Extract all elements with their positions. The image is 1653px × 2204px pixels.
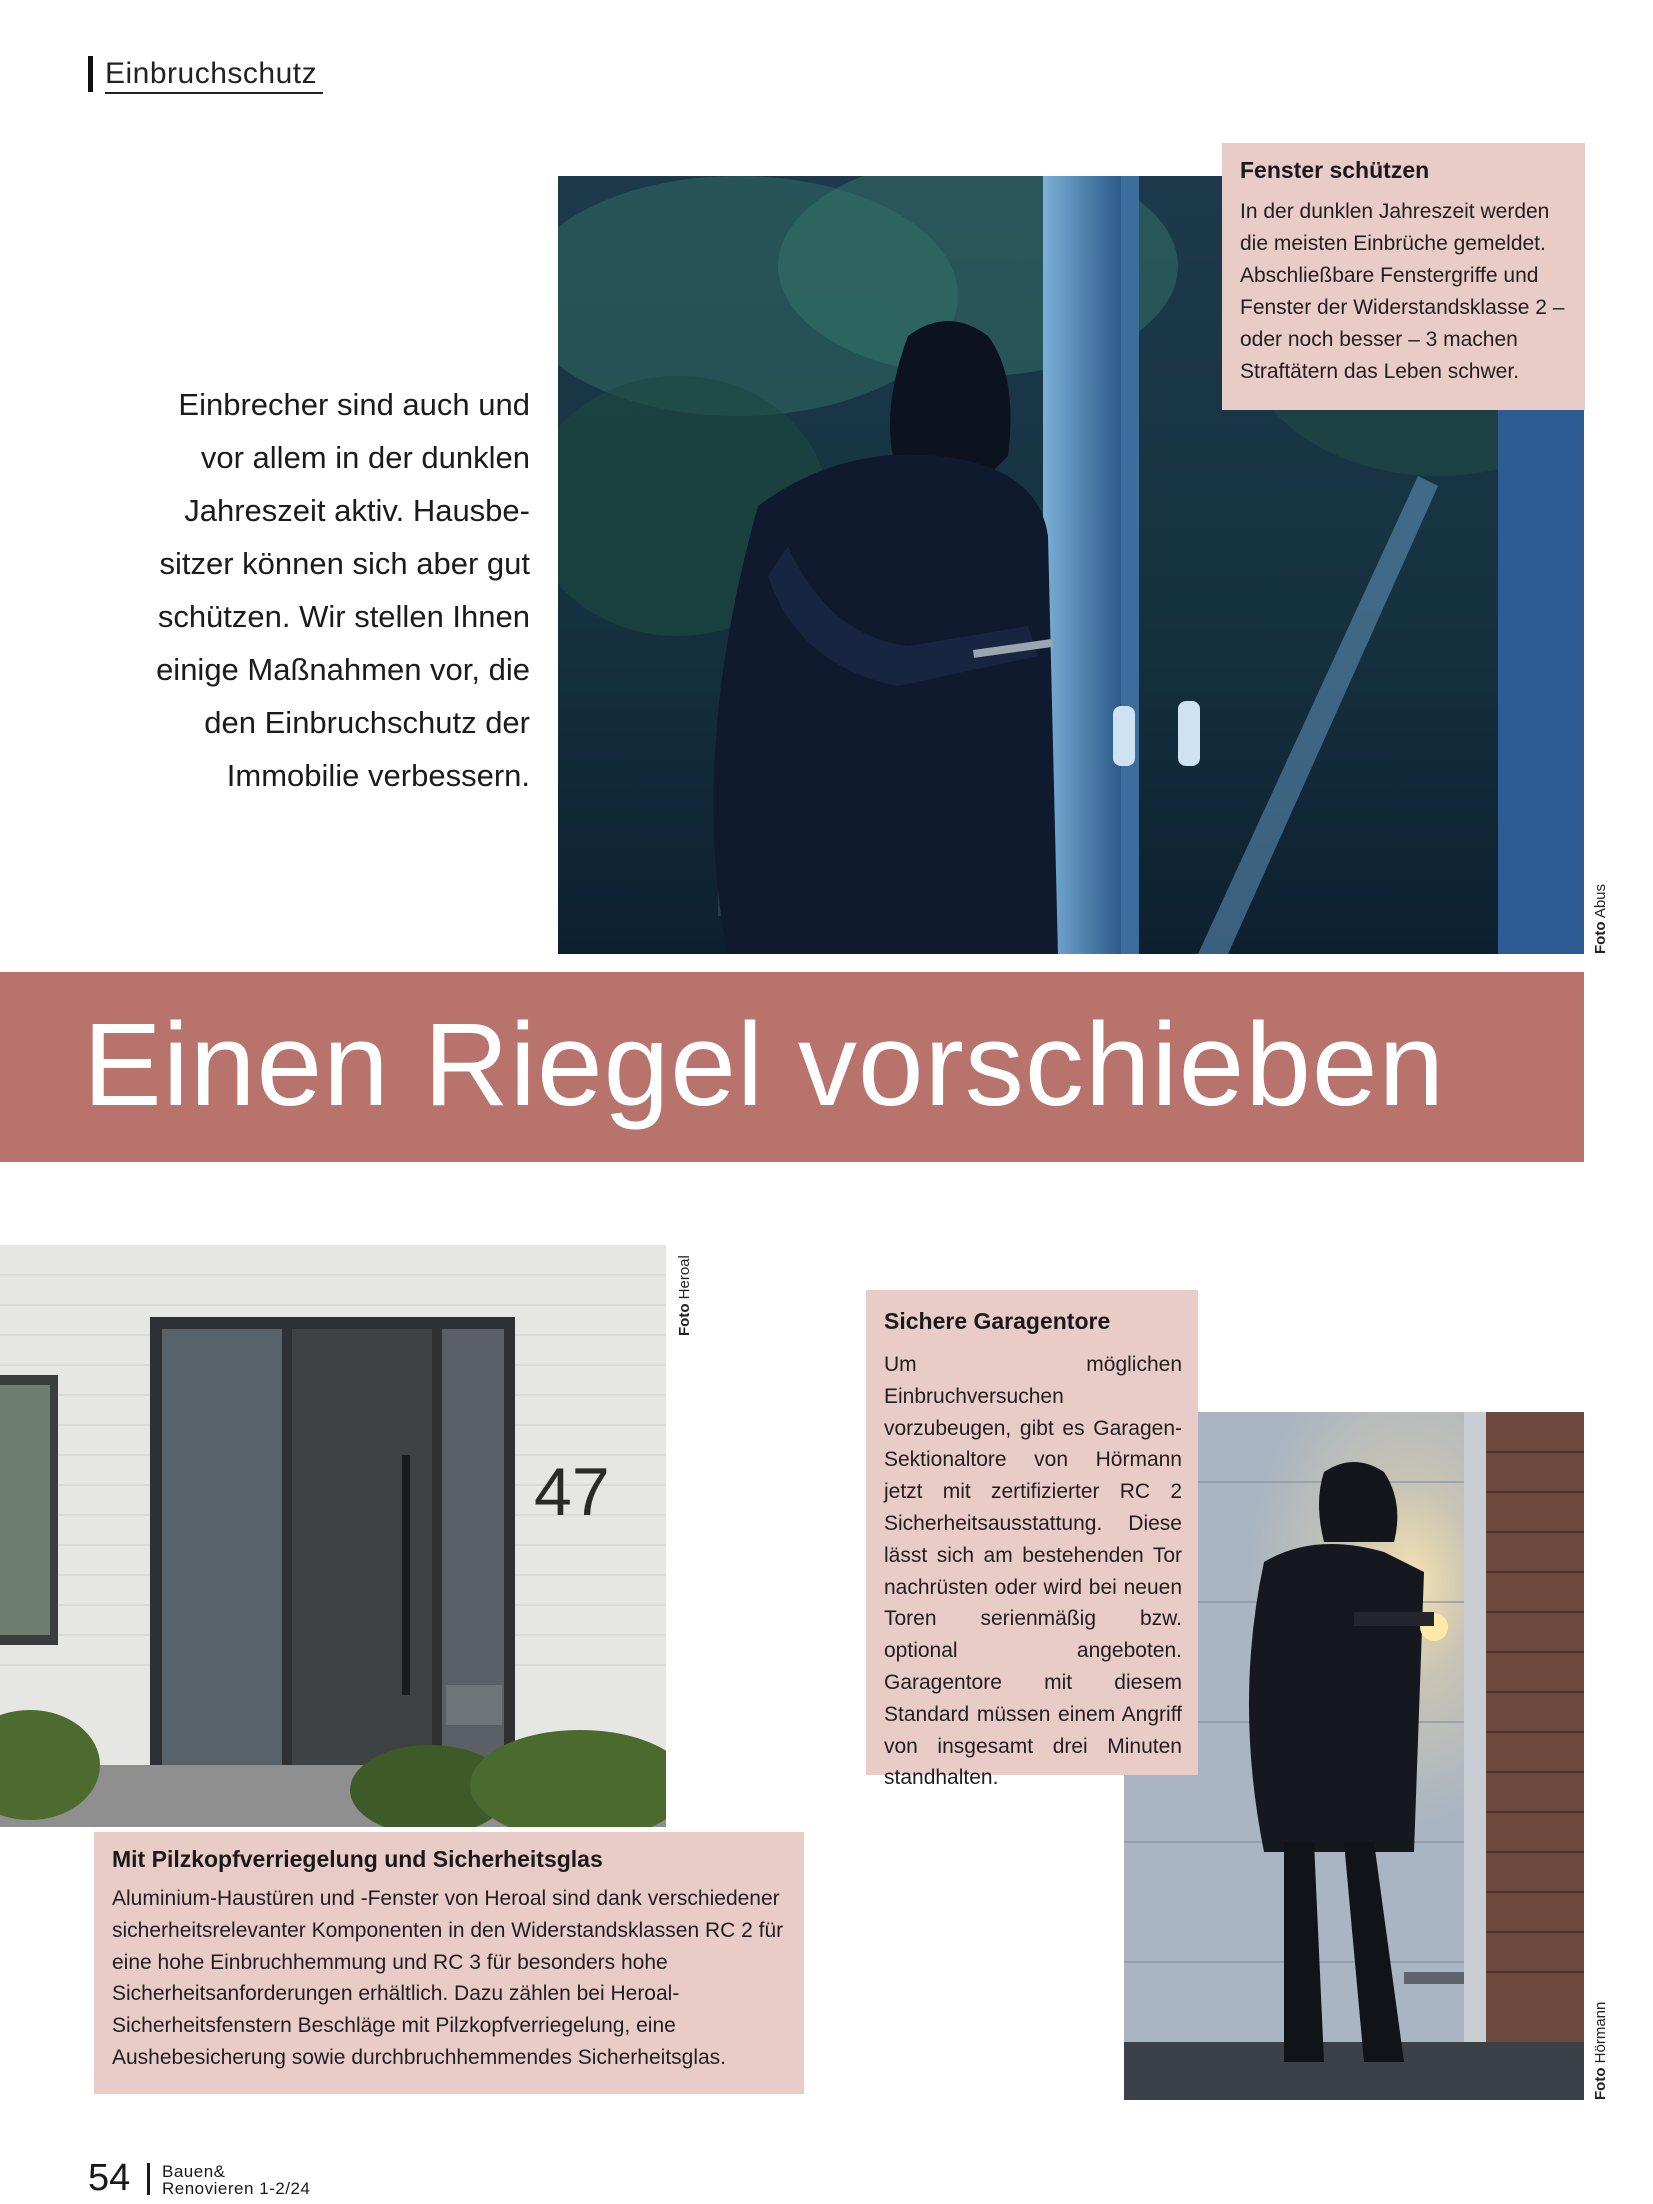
section-tag (88, 56, 323, 92)
photo-credit-abus: Foto Abus (1592, 883, 1609, 954)
box-title: Sichere Garagentore (884, 1308, 1111, 1334)
house-number: 47 (534, 1454, 610, 1530)
magazine-line-2: Renovieren (162, 2179, 254, 2198)
page-divider (147, 2163, 150, 2195)
info-box-garage (866, 1290, 1198, 1790)
magazine-line-1: Bauen& (162, 2162, 226, 2181)
magazine-issue: 1-2/24 (259, 2179, 311, 2198)
page-number: 54 (88, 2157, 131, 2199)
intro-line: vor allem in der dunklen (200, 440, 530, 475)
box-text: Um möglichen Einbruchversuchen vorzubeugen, gibt es Garagen-Sektionaltore von Hörmann jetzt mit zertifizierter RC 2 Sicherheitsausstattung. Diese lässt sich am bestehenden Tor nachrüsten oder wird bei neuen Toren serienmäßig bzw. optional angeboten. Garagentore mit diesem Standard müssen einem Angriff von insgesamt drei Minuten standhalten. (884, 1353, 1182, 1790)
front-door-photo (0, 1245, 666, 1827)
box-title: Fenster schützen (1240, 157, 1430, 183)
magazine-name (162, 2163, 310, 2197)
photo-credit-hoermann: Foto Hörmann (1592, 2001, 1609, 2100)
intro-line: sitzer können sich aber gut (159, 546, 530, 581)
headline: Einen Riegel vorschieben (83, 999, 1446, 1131)
box-text: In der dunklen Jahreszeit werden die meisten Einbrüche gemeldet. Abschließbare Fenstergriffe und Fenster der Widerstandsklasse 2 – oder noch besser – 3 machen Straftätern das Leben schwer. (1240, 200, 1565, 383)
intro-paragraph (80, 378, 530, 802)
intro-line: einige Maßnahmen vor, die (156, 652, 530, 687)
section-title: Einbruchschutz (105, 56, 323, 94)
box-title: Mit Pilzkopfverriegelung und Sicherheitsglas (112, 1846, 603, 1872)
intro-line: den Einbruchschutz der (204, 705, 530, 740)
info-box-door (94, 1832, 804, 2094)
photo-credit-heroal: Foto Heroal (676, 1255, 693, 1336)
intro-line: Jahreszeit aktiv. Hausbe- (184, 493, 530, 528)
intro-line: Immobilie verbessern. (226, 758, 530, 793)
info-box-windows (1222, 143, 1585, 410)
box-text: Aluminium-Haustüren und -Fenster von Heroal sind dank verschiedener sicherheitsrelevanter Komponenten in den Widerstandsklassen RC 2 für eine hohe Einbruchhemmung und RC 3 für besonders hohe Sicherheitsanforderungen erhältlich. Dazu zählen bei Heroal-Sicherheitsfenstern Beschläge mit Pilzkopfverriegelung, eine Aushebesicherung sowie durchbruchhemmendes Sicherheitsglas. (112, 1887, 784, 2069)
headline-banner (0, 972, 1584, 1162)
intro-line: schützen. Wir stellen Ihnen (157, 599, 530, 634)
intro-line: Einbrecher sind auch und (178, 387, 530, 422)
